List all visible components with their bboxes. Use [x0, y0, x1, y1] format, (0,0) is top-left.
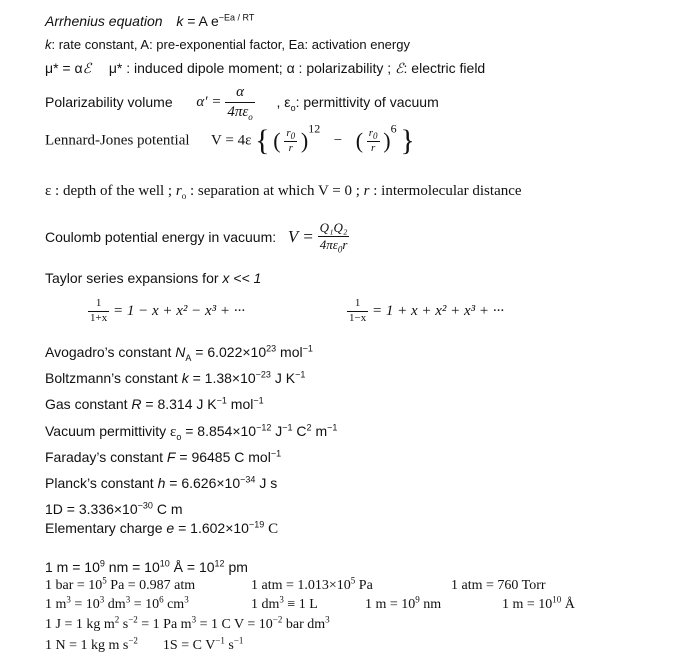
epsilon-description-line: ε : depth of the well ; $r_o$ : separation at which V = 0 ; r : intermolecular distance — [45, 183, 522, 201]
energy-conversion-line: 1 J = 1 kg $m^2$ $s^{-2} = 1$ Pa $m^3 = 1$ C $V = 10^{-2}$ bar $dm^3$ — [45, 614, 330, 632]
debye-unit: $1D = 3.336\times 10^{-30}$ C m — [45, 500, 183, 517]
coulomb-line: Coulomb potential energy in vacuum: V = $\frac{\text{Q₁Q₂}}{4\pi\varepsilon_0r}$ — [45, 220, 348, 255]
polarizability-fraction: $\frac{\alpha}{4\pi\varepsilon_o}$ — [227, 84, 253, 122]
avogadro-constant: Avogadro’s constant $N_A = 6.022\times 10^{23}$ mol$^{-1}$ — [45, 343, 313, 363]
arrhenius-label: Arrhenius equation — [45, 13, 163, 29]
coulomb-fraction: $\frac{\text{Q₁Q₂}}{4\pi\varepsilon_0r}$ — [319, 220, 348, 255]
atm-torr-conversion: 1 atm = 760 Torr — [451, 578, 546, 593]
dm3-litre-conversion: 1 $dm^3 \equiv 1$ L — [251, 594, 318, 612]
boltzmann-constant: Boltzmann’s constant $k = 1.38\times 10^{-23}$ J $K^{-1}$ — [45, 369, 306, 386]
dipole-line: μ* = αℰ μ* : induced dipole moment; α : polarizability ; ℰ: electric field — [45, 60, 486, 76]
vacuum-permittivity: Vacuum permittivity $\varepsilon_o = 8.854\times 10^{-12}$ $J^{-1}$ $C^2$ $m^{-1}$ — [45, 422, 338, 442]
m-nm-conversion: 1 $m = 10^9$ nm — [365, 594, 442, 612]
pressure-conversion-line: 1 bar = $10^5$ Pa = 0.987 atm — [45, 575, 196, 593]
faraday-constant: Faraday’s constant F = 96485 C mol$^{-1}$ — [45, 448, 282, 465]
lennard-jones-line: Lennard-Jones potential V = 4ε { ( $\frac{r_0}{r}$ )$^{12}$ − ( $\frac{r_0}{r}$ )$^6$ } — [45, 121, 415, 157]
polarizability-line: Polarizability volume α′ = $\frac{\alpha}{4\pi\varepsilon_o}$ , $\varepsilon_o$: permittivity of vacuum — [45, 84, 439, 122]
taylor-heading: Taylor series expansions for x << 1 — [45, 270, 262, 286]
atm-pa-conversion: 1 atm = $1.013\times 10^5$ Pa — [251, 575, 373, 593]
taylor-expansion-1: $\frac{1}{1+x}$ = 1 − x + x² − x³ + ··· — [90, 297, 246, 324]
length-conversion-line: 1 $m = 10^9$ nm = $10^{10}$ Å = $10^{12}$ pm — [45, 558, 248, 575]
force-conversion-line: 1 N = 1 kg m $s^{-2}$ 1S = C $V^{-1}$ $s^{-1}$ — [45, 635, 244, 653]
volume-conversion-line: 1 $m^3 = 10^3$ $dm^3 = 10^6$ $cm^3$ — [45, 594, 189, 612]
arrhenius-line: Arrhenius equation k = A $e^{-Ea / RT}$ — [45, 12, 255, 29]
m-angstrom-conversion: 1 $m = 10^{10}$ Å — [502, 594, 575, 612]
elementary-charge: Elementary charge $e = 1.602\times 10^{-19}$ C — [45, 519, 279, 537]
planck-constant: Planck’s constant $h = 6.626\times 10^{-34}$ J s — [45, 474, 278, 491]
symbols-line: k: rate constant, A: pre-exponential factor, Ea: activation energy — [45, 37, 410, 52]
gas-constant: Gas constant R = 8.314 J $K^{-1}$ mol$^{-1}$ — [45, 395, 264, 412]
taylor-expansion-2: $\frac{1}{1-x}$ = 1 + x + x² + x³ + ··· — [349, 297, 505, 324]
